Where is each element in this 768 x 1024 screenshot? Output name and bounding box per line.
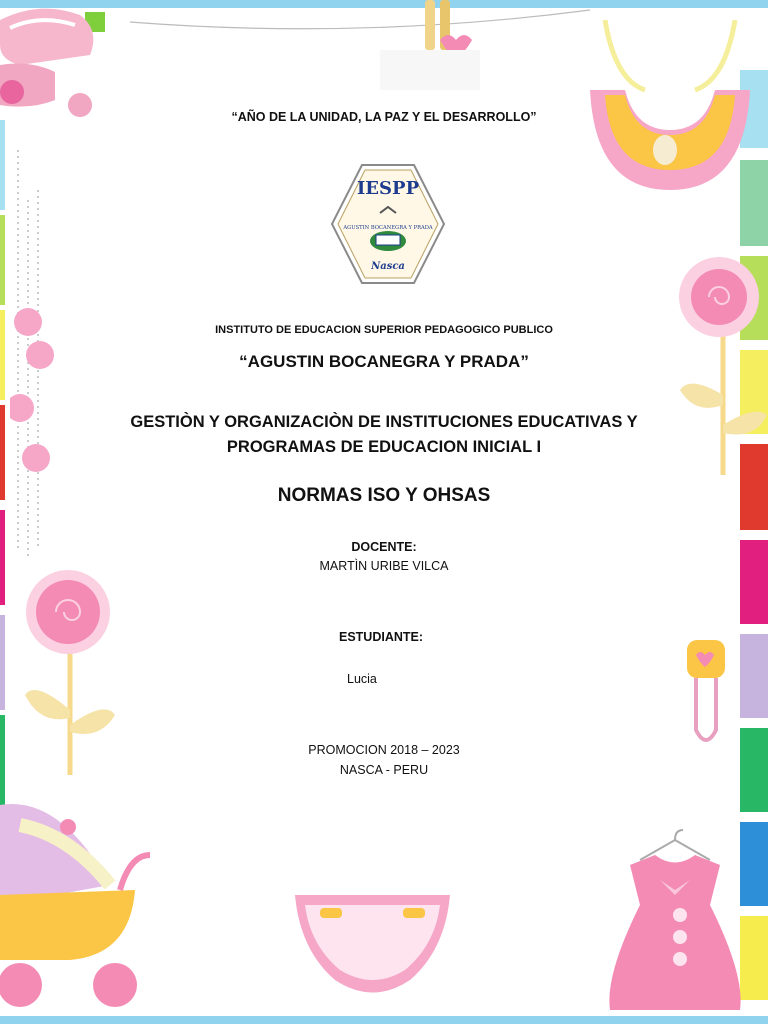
motto-heading: “AÑO DE LA UNIDAD, LA PAZ Y EL DESARROLLO” [231, 110, 537, 124]
student-name: Lucia [347, 672, 377, 686]
stripe [740, 634, 768, 718]
topic-title: NORMAS ISO Y OHSAS [277, 485, 491, 506]
course-title-line-1: GESTIÒN Y ORGANIZACIÒN DE INSTITUCIONES EDUCATIVAS Y [130, 413, 638, 431]
stripe [0, 215, 5, 305]
institute-type: INSTITUTO DE EDUCACION SUPERIOR PEDAGOGICO PUBLICO [215, 324, 553, 336]
logo-top-text: IESPP [356, 178, 420, 199]
safety-pin-decoration [682, 635, 732, 750]
logo-bottom-text: Nasca [371, 261, 405, 272]
teacher-label: DOCENTE: [351, 540, 417, 554]
stripe [0, 120, 5, 210]
location: NASCA - PERU [339, 763, 429, 777]
institute-name: “AGUSTIN BOCANEGRA Y PRADA” [239, 352, 529, 371]
baby-dress-decoration [600, 825, 750, 1015]
teacher-name: MARTÌN URIBE VILCA [319, 559, 449, 573]
clothesline-decoration [120, 0, 600, 90]
logo-ring-text: AGUSTIN BOCANEGRA Y PRADA [343, 225, 433, 231]
institution-logo [330, 163, 446, 285]
promotion-years: PROMOCION 2018 – 2023 [308, 743, 460, 757]
course-title [0, 410, 768, 460]
student-label: ESTUDIANTE: [338, 630, 424, 644]
baby-shoes-decoration [0, 0, 110, 125]
baby-stroller-decoration [0, 795, 165, 1015]
stripe [0, 510, 5, 605]
diaper-decoration [285, 890, 460, 1020]
course-title-line-2: PROGRAMAS DE EDUCACION INICIAL I [226, 438, 542, 456]
